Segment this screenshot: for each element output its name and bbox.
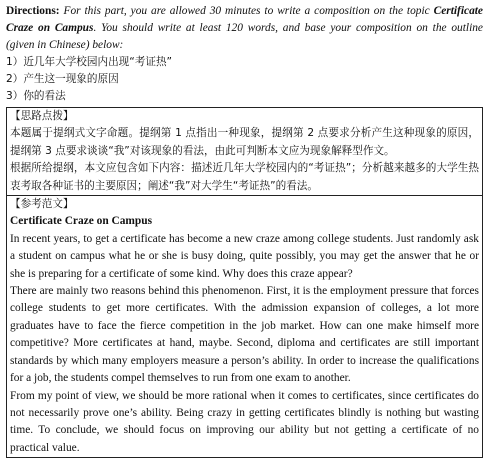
analysis-heading: 【思路点拨】 <box>10 110 74 122</box>
analysis-paragraph-1: 本题属于提纲式文字命题。提纲第 1 点指出一种现象，提纲第 2 点要求分析产生这种现象的原因，提纲第 3 点要求谈谈“我”对该现象的看法，由此可判断本文应为现象解释型作文。 <box>10 127 479 157</box>
answer-box <box>6 107 483 458</box>
composition-topic: Certificate Craze on Campus <box>6 5 483 34</box>
directions-paragraph <box>6 3 483 54</box>
sample-heading: 【参考范文】 <box>10 198 74 211</box>
analysis-section <box>7 108 482 195</box>
outline-item-1: 1）近几年大学校园内出现“考证热” <box>6 56 173 68</box>
essay-paragraph-1: In recent years, to get a certificate has become a new craze among college students. Just randomly ask a student on campus what he or she is busy doing, quite possibly, you may get the answer that he or she is preparing for a certificate of some kind. Why does this craze appear? <box>10 232 479 280</box>
essay-paragraph-3: From my point of view, we should be more rational when it comes to certificates, since certificates do not necessarily prove one’s ability. Being crazy in getting certificates blindly is nothing but wasting time. To conclude, we should focus on improving our ability but not getting a certificate of no practical value. <box>10 389 479 454</box>
directions-lead: Directions: <box>6 5 60 17</box>
analysis-paragraph-2: 根据所给提纲，本文应包含如下内容：描述近几年大学校园内的“考证热”；分析越来越多的大学生热衷考取各种证书的主要原因；阐述“我”对大学生“考证热”的看法。 <box>10 162 479 192</box>
essay-paragraph-2: There are mainly two reasons behind this phenomenon. First, it is the employment pressure that forces college students to get more certificates. With the admission expansion of colleges, a lot more graduates have to face the fierce competition in the job market. How can one make himself more competitive? More certificates at hand, maybe. Second, diploma and certificates are still important standards by which many employers measure a person’s ability. In order to increase the qualifications for a job, the students compel themselves to run from one exam to another. <box>10 285 479 385</box>
sample-section <box>7 195 482 457</box>
directions-text-2: . You should write at least 120 words, and base your composition on the outline (given in Chinese) below: <box>6 22 483 51</box>
directions-text-1: For this part, you are allowed 30 minutes to write a composition on the topic <box>59 5 434 17</box>
directions-block <box>6 3 483 54</box>
outline-item-2: 2）产生这一现象的原因 <box>6 73 119 85</box>
outline-item-3: 3）你的看法 <box>6 90 66 102</box>
essay-title: Certificate Craze on Campus <box>10 215 153 228</box>
